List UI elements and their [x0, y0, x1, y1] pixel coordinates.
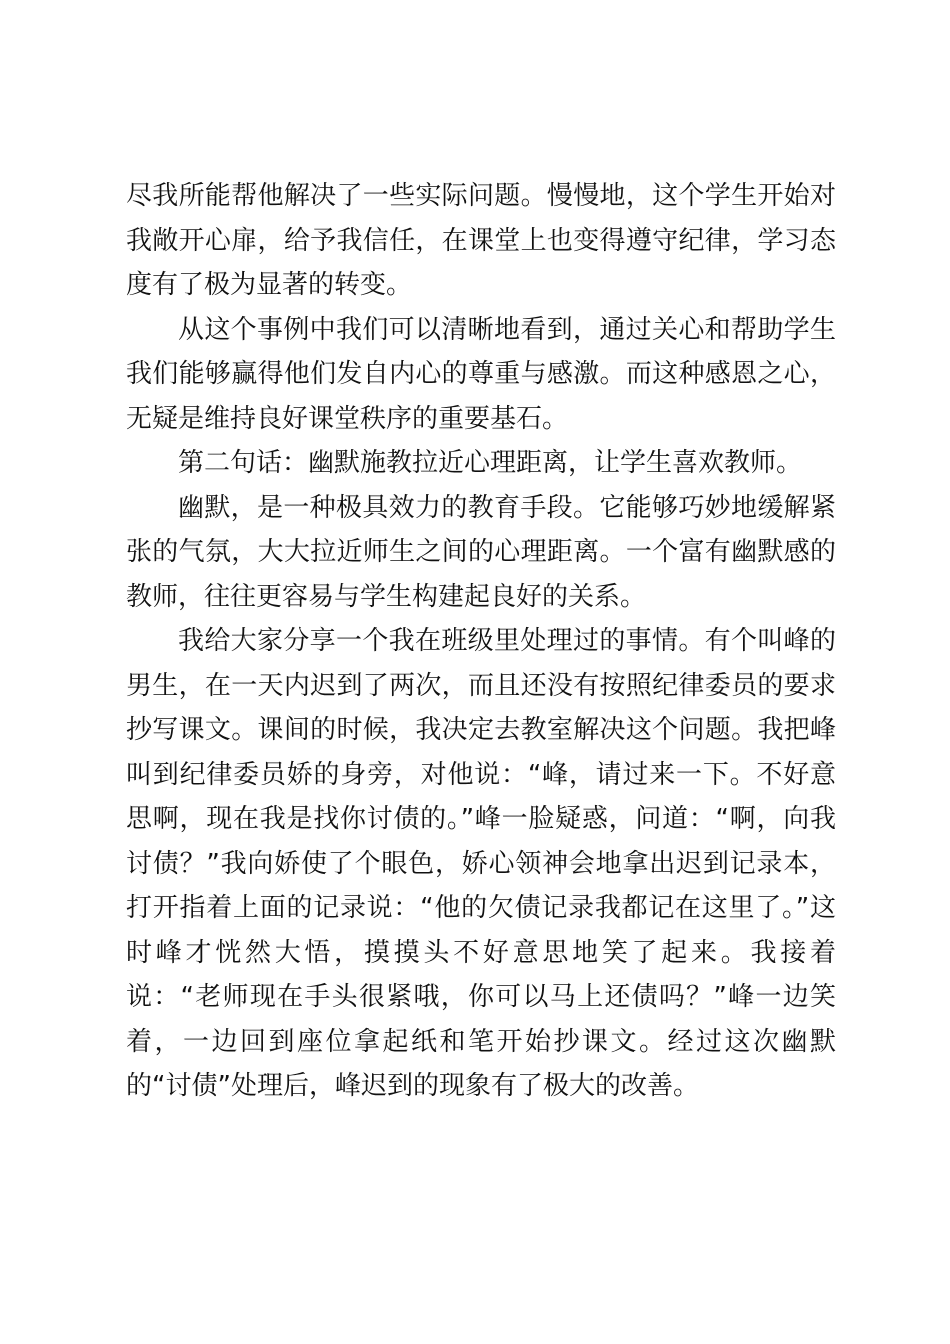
section-heading-paragraph: 第二句话：幽默施教拉近心理距离，让学生喜欢教师。 [178, 448, 803, 478]
paragraph-1: 尽我所能帮他解决了一些实际问题。慢慢地，这个学生开始对我敞开心扉，给予我信任，在课堂上也变得遵守纪律，学习态度有了极为显著的转变。 [126, 181, 836, 300]
document-page [126, 174, 836, 1109]
paragraph-5: 我给大家分享一个我在班级里处理过的事情。有个叫峰的男生，在一天内迟到了两次，而且还没有按照纪律委员的要求抄写课文。课间的时候，我决定去教室解决这个问题。我把峰叫到纪律委员娇的身旁，对他说：“峰，请过来一下。不好意思啊，现在我是找你讨债的。”峰一脸疑惑，问道：“啊，向我讨债？”我向娇使了个眼色，娇心领神会地拿出迟到记录本，打开指着上面的记录说：“他的欠债记录我都记在这里了。”这时峰才恍然大悟，摸摸头不好意思地笑了起来。我接着说：“老师现在手头很紧哦，你可以马上还债吗？”峰一边笑着，一边回到座位拿起纸和笔开始抄课文。经过这次幽默的“讨债”处理后，峰迟到的现象有了极大的改善。 [126, 626, 836, 1101]
paragraph-2: 从这个事例中我们可以清晰地看到，通过关心和帮助学生我们能够赢得他们发自内心的尊重与感激。而这种感恩之心，无疑是维持良好课堂秩序的重要基石。 [126, 314, 836, 434]
paragraph-4: 幽默，是一种极具效力的教育手段。它能够巧妙地缓解紧张的气氛，大大拉近师生之间的心理距离。一个富有幽默感的教师，往往更容易与学生构建起良好的关系。 [126, 492, 836, 612]
